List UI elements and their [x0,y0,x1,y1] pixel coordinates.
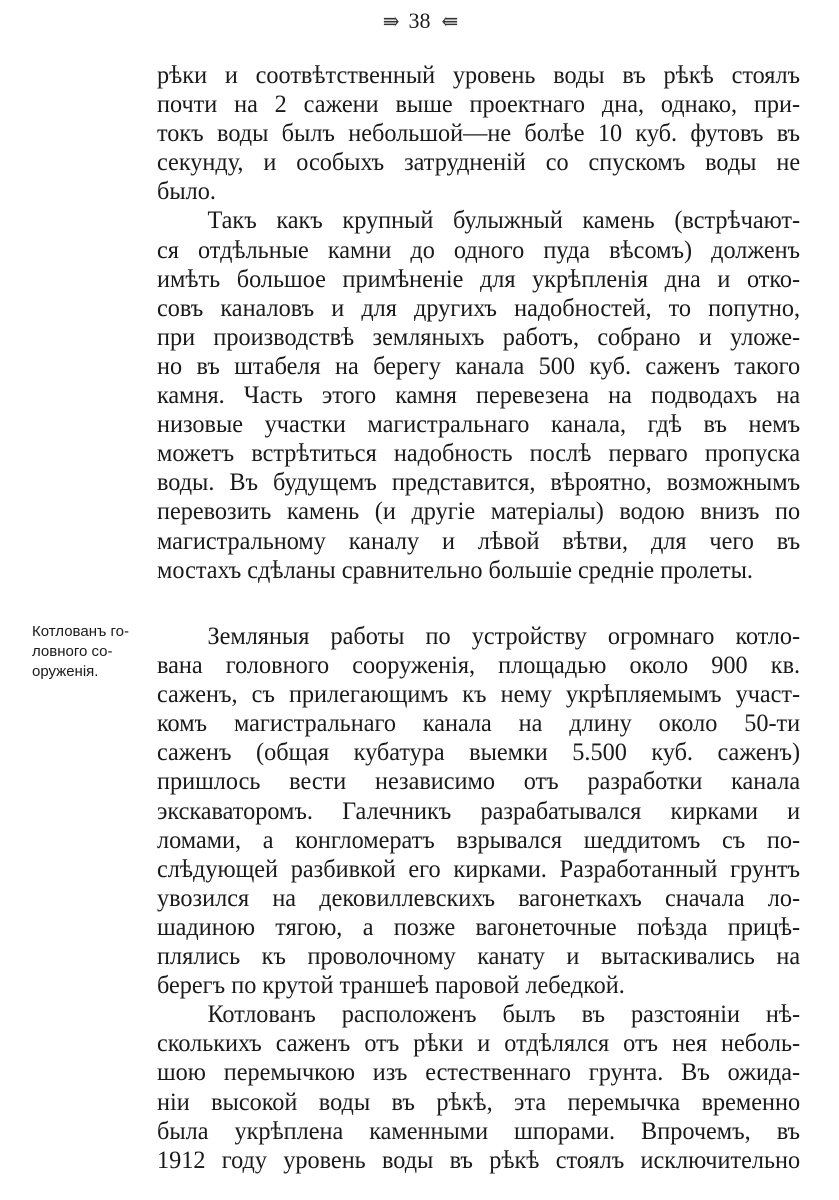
text-line: воды. Въ будущемъ представится, вѣроятно, возможнымъ [157,469,801,497]
text-line: пришлось вести независимо отъ разработки канала [157,768,801,796]
text-line: камня. Часть этого камня перевезена на подводахъ на [157,382,801,410]
margin-note-line: Котлованъ го- [32,623,130,640]
text-line: увозился на дековиллевскихъ вагонеткахъ сначала ло- [157,884,801,912]
text-line: но въ штабеля на берегу канала 500 куб. саженъ такого [157,352,801,380]
text-line: токъ воды былъ небольшой—не болѣе 10 куб. футовъ въ [157,120,801,148]
text-line: шадиною тягою, а позже вагонеточные поѣзда прицѣ- [157,913,801,941]
ornament-right-icon: ⇚ [441,11,457,33]
text-line: Земляныя работы по устройству огромнаго котло- [207,623,801,650]
text-line: перевозить камень (и другіе матеріалы) водою внизъ по [157,498,801,526]
text-line: почти на 2 сажени выше проектнаго дна, однако, при- [157,91,801,119]
paragraph [157,61,800,206]
paragraph [157,1000,800,1175]
text-line: экскаваторомъ. Галечникъ разрабатывался кирками и [157,797,801,825]
text-line: 1912 году уровень воды въ рѣкѣ стоялъ исключительно [157,1146,801,1174]
text-line: была укрѣплена каменными шпорами. Впрочемъ, въ [157,1117,801,1145]
paragraph [157,622,800,1000]
text-line: саженъ (общая кубатура выемки 5.500 куб. саженъ) [157,739,801,767]
page-header [0,8,839,34]
text-line: саженъ, съ прилегающимъ къ нему укрѣпляемымъ участ- [157,681,801,709]
text-line: сколькихъ саженъ отъ рѣки и отдѣлялся отъ нея неболь- [157,1030,801,1058]
page-number: 38 [408,8,431,33]
ornament-left-icon: ⇛ [382,11,398,33]
text-line: имѣть большое примѣненіе для укрѣпленія дна и отко- [157,265,801,293]
paragraph [157,206,800,584]
text-line: ся отдѣльные камни до одного пуда вѣсомъ) долженъ [157,236,801,264]
text-line: комъ магистральнаго канала на длину около 50-ти [157,710,801,738]
text-line: можетъ встрѣтиться надобность послѣ перваго пропуска [157,440,801,468]
margin-note-line: ловного со- [32,643,113,660]
text-line: ломами, а конгломератъ взрывался шеддитомъ съ по- [157,826,801,854]
text-line: мостахъ сдѣланы сравнительно большіе средніе пролеты. [157,556,753,584]
text-line: магистральному каналу и лѣвой вѣтви, для чего въ [157,527,801,555]
text-line: слѣдующей разбивкой его кирками. Разработанный грунтъ [157,855,801,883]
text-line: при производствѣ земляныхъ работъ, собрано и уложе- [157,323,801,351]
text-line: рѣки и соотвѣтственный уровень воды въ рѣкѣ стоялъ [157,62,801,89]
text-line: шою перемычкою изъ естественнаго грунта. Въ ожида- [157,1059,801,1087]
text-section-2 [157,622,800,1175]
text-line: Такъ какъ крупный булыжный камень (встрѣчают- [207,207,801,235]
text-line: берегъ по крутой траншеѣ паровой лебедкой. [157,972,625,1000]
text-line: ніи высокой воды въ рѣкѣ, эта перемычка временно [157,1088,801,1116]
text-line: низовые участки магистральнаго канала, гдѣ въ немъ [157,411,801,439]
margin-note-line: оруженія. [32,663,99,680]
margin-note [32,622,152,682]
text-section-1 [157,61,800,585]
text-line: плялись къ проволочному канату и вытаскивались на [157,943,801,971]
text-line: Котлованъ расположенъ былъ въ разстояніи нѣ- [207,1001,801,1029]
text-line: вана головного сооруженія, площадью около 900 кв. [157,652,801,680]
text-line: совъ каналовъ и для другихъ надобностей, то попутно, [157,294,801,322]
text-line: секунду, и особыхъ затрудненій со спускомъ воды не [157,149,801,177]
text-line: было. [157,178,216,206]
